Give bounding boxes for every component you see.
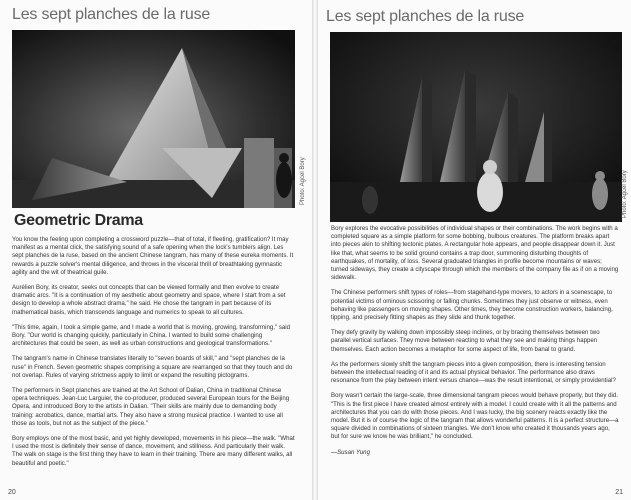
stage-photo-columns xyxy=(330,32,622,222)
running-head: Les sept planches de la ruse xyxy=(12,6,211,23)
running-head: Les sept planches de la ruse xyxy=(326,8,525,25)
paragraph: Bory wasn't certain the large-scale, three dimensional tangram pieces would behave properly, but they did. "This is the first piece I have created almost entirely with a model. I could create with it all the patterns and architectures that you can do with those pieces. And I was lucky, the big scenery reacts exactly like the model. But it is of course the logic of the tangram that allows wonderful patterns. It is a perfect structure—a square divided in combinations of sixteen triangles. We don't know who created it thousands years ago, but for sure we know he was brilliant," he concluded. xyxy=(331,392,619,441)
left-page xyxy=(0,0,312,500)
right-page xyxy=(318,0,631,500)
paragraph: The tangram's name in Chinese translates literally to "seven boards of skill," and "sept planches de la ruse" in French. Seven geometric shapes comprising a square are rearranged so that they touch and do not overlap. Rules of varying strictness apply to limit or expand the resulting pictograms. xyxy=(12,355,293,379)
paragraph: Aurélien Bory, its creator, seeks out concepts that can be viewed formally and then evolve to create dramatic arcs. "It is a continuation of my aesthetic about geometry and space, where I start from a set design to develop a whole abstract drama," he said. He chose the tangram in part because of its mathematical basis, which transcends language and numerics to speak to all cultures. xyxy=(12,284,286,316)
paragraph: "This time, again, I took a simple game, and I made a world that is moving, growing, transforming," said Bory. "Our world is changing quickly, particularly in China. I wanted to build some challenging architectures that could be seen, as well as urban constructions and geological transformations." xyxy=(12,323,290,348)
paragraph: The Chinese performers shift types of roles—from stagehand-type movers, to actors in a scenescape, to potential victims of ominous scissoring or falling chunks. Sometimes they just observe or witness, even behaving like passengers on moving shapes. Other times, they become construction workers, balancing, tipping, and precisely fitting shapes as they slide and thunk together. xyxy=(331,289,613,322)
stage-photo-illustration xyxy=(12,30,295,208)
paragraph: They defy gravity by walking down impossibly steep inclines, or by bracing themselves between two parallel vertical surfaces. They move between reacting to what they see and making things happen themselves. Each action becomes a metaphor for some aspect of life, from banal to grand. xyxy=(331,329,600,353)
page-number: 21 xyxy=(615,489,623,496)
stage-photo-illustration xyxy=(330,32,622,222)
author-signature: —Susan Yung xyxy=(331,448,370,456)
paragraph: Bory employs one of the most basic, and yet highly developed, movements in his piece—the walk. "What I used the most is definitely their sense of dance, movement, and stillness. And particularly their walk. The walk on stage is the first thing they have to learn in their training. There are many different walks, all beautiful and poetic." xyxy=(12,435,295,467)
page-number: 20 xyxy=(8,489,16,496)
article-body xyxy=(331,225,619,464)
paragraph: You know the feeling upon completing a crossword puzzle—that of total, if fleeting, gratification? It may manifest as a mental click, the satisfying sound of a safe opening when the lock's tumblers align. Les sept planches de la ruse, based on the ancient Chinese tangram, has many of these eureka moments. It rewards a puzzle solver's mental diligence, and throws in the visceral thrill of breathtaking gymnastic agility and the wit of theatrical guile. xyxy=(12,236,294,276)
photo-credit: Photo: Agcel Bory xyxy=(300,157,306,205)
section-title: Geometric Drama xyxy=(14,212,143,229)
article-body xyxy=(12,236,296,475)
stage-photo-triangles xyxy=(12,30,295,208)
paragraph: The performers in Sept planches are trained at the Art School of Dalian, China in traditional Chinese opera techniques. Jean-Luc Larguier, the co-producer, produced several European tours for the Beijing Opera, and introduced Bory to the artists in Dalian. "Their skills are mainly due to demanding body training: acrobatics, dance, martial arts. They also have a strong musical practice. I wanted to use all those as tools, but not as the subject of the piece." xyxy=(12,387,290,427)
photo-credit: Photo: Agcel Bory xyxy=(622,170,628,218)
paragraph: As the performers slowly shift the tangram pieces into a given composition, there is interesting tension between the intellectual reading of it and its actual physical behavior. The performance also draws resonance from the play between intent versus chance—was the result intentional, or simply providential? xyxy=(331,360,616,385)
paragraph: Bory explores the evocative possibilities of individual shapes or their combinations. The work begins with a completed square as a simple platform for some bobbing, bulbous creatures. The platform breaks apart into pieces akin to shifting tectonic plates. A rectangular hole appears, and people disappear down it. Just like that, what seems to be solid ground contains a trap door, summoning disturbing thoughts of earthquakes, of mortality, of loss. Several graduated triangles in profile become mountains or waves; turned sideways, they create a cityscape through which the members of the company file as if on a moving sidewalk. xyxy=(331,225,619,282)
